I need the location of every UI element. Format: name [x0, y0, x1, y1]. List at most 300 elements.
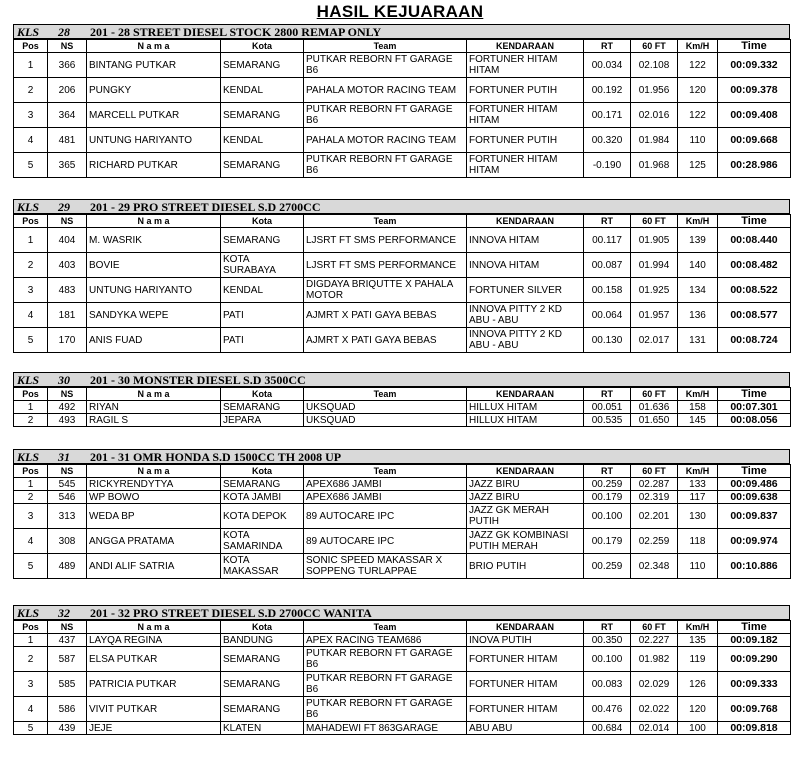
- time-cell: 00:09.333: [718, 672, 791, 697]
- name-cell: ANGGA PRATAMA: [87, 529, 221, 554]
- header-pos: Pos: [14, 621, 48, 634]
- kmh-cell: 122: [678, 103, 718, 128]
- table-row: [14, 672, 791, 697]
- city-cell: SEMARANG: [221, 647, 304, 672]
- team-cell: APEX686 JAMBI: [304, 478, 467, 491]
- header-kota: Kota: [221, 40, 304, 53]
- team-cell: AJMRT X PATI GAYA BEBAS: [304, 328, 467, 353]
- name-cell: UNTUNG HARIYANTO: [87, 128, 221, 153]
- rt-cell: 00.083: [584, 672, 631, 697]
- results-table: [13, 464, 791, 579]
- vehicle-cell: FORTUNER PUTIH: [467, 78, 584, 103]
- vehicle-cell: INNOVA HITAM: [467, 253, 584, 278]
- rt-cell: 00.476: [584, 697, 631, 722]
- header-60ft: 60 FT: [631, 388, 678, 401]
- header-ns: NS: [48, 40, 87, 53]
- ft60-cell: 01.905: [631, 228, 678, 253]
- table-row: [14, 414, 791, 427]
- city-cell: SEMARANG: [221, 697, 304, 722]
- kmh-cell: 139: [678, 228, 718, 253]
- rt-cell: 00.171: [584, 103, 631, 128]
- ns-cell: 585: [48, 672, 87, 697]
- header-kota: Kota: [221, 215, 304, 228]
- header-kendaraan: KENDARAAN: [467, 215, 584, 228]
- table-row: [14, 401, 791, 414]
- ns-cell: 439: [48, 722, 87, 735]
- ft60-cell: 01.957: [631, 303, 678, 328]
- page-title: HASIL KEJUARAAN: [316, 2, 484, 21]
- table-row: [14, 103, 791, 128]
- header-kendaraan: KENDARAAN: [467, 40, 584, 53]
- ns-cell: 483: [48, 278, 87, 303]
- class-title: 201 - 29 PRO STREET DIESEL S.D 2700CC: [90, 200, 321, 214]
- rt-cell: 00.179: [584, 529, 631, 554]
- table-header: [14, 215, 791, 228]
- vehicle-cell: FORTUNER PUTIH: [467, 128, 584, 153]
- pos-cell: 3: [14, 504, 48, 529]
- vehicle-cell: FORTUNER HITAM HITAM: [467, 53, 584, 78]
- ft60-cell: 02.014: [631, 722, 678, 735]
- table-row: [14, 278, 791, 303]
- kmh-cell: 117: [678, 491, 718, 504]
- ft60-cell: 02.201: [631, 504, 678, 529]
- header-team: Team: [304, 621, 467, 634]
- ft60-cell: 02.017: [631, 328, 678, 353]
- kmh-cell: 126: [678, 672, 718, 697]
- table-row: [14, 504, 791, 529]
- rt-cell: 00.158: [584, 278, 631, 303]
- vehicle-cell: FORTUNER HITAM: [467, 672, 584, 697]
- ns-cell: 206: [48, 78, 87, 103]
- name-cell: VIVIT PUTKAR: [87, 697, 221, 722]
- kmh-cell: 130: [678, 504, 718, 529]
- city-cell: KLATEN: [221, 722, 304, 735]
- header-team: Team: [304, 40, 467, 53]
- results-table: [13, 387, 791, 427]
- pos-cell: 4: [14, 529, 48, 554]
- city-cell: KOTA DEPOK: [221, 504, 304, 529]
- class-number: 32: [58, 606, 70, 620]
- header-rt: RT: [584, 388, 631, 401]
- table-body: [14, 478, 791, 579]
- time-cell: 00:28.986: [718, 153, 791, 178]
- kmh-cell: 133: [678, 478, 718, 491]
- kmh-cell: 119: [678, 647, 718, 672]
- header-kendaraan: KENDARAAN: [467, 621, 584, 634]
- table-row: [14, 647, 791, 672]
- name-cell: RICKYRENDYTYA: [87, 478, 221, 491]
- table-body: [14, 401, 791, 427]
- header-nama: N a m a: [87, 215, 221, 228]
- header-60ft: 60 FT: [631, 465, 678, 478]
- ns-cell: 313: [48, 504, 87, 529]
- class-block-32: [13, 605, 790, 735]
- team-cell: AJMRT X PATI GAYA BEBAS: [304, 303, 467, 328]
- header-kota: Kota: [221, 388, 304, 401]
- pos-cell: 5: [14, 554, 48, 579]
- city-cell: KENDAL: [221, 278, 304, 303]
- header-ns: NS: [48, 215, 87, 228]
- kmh-cell: 122: [678, 53, 718, 78]
- rt-cell: -0.190: [584, 153, 631, 178]
- name-cell: M. WASRIK: [87, 228, 221, 253]
- name-cell: ELSA PUTKAR: [87, 647, 221, 672]
- table-row: [14, 478, 791, 491]
- pos-cell: 4: [14, 128, 48, 153]
- table-body: [14, 53, 791, 178]
- header-pos: Pos: [14, 215, 48, 228]
- ns-cell: 546: [48, 491, 87, 504]
- rt-cell: 00.535: [584, 414, 631, 427]
- table-row: [14, 634, 791, 647]
- ft60-cell: 01.994: [631, 253, 678, 278]
- city-cell: KOTA MAKASSAR: [221, 554, 304, 579]
- header-pos: Pos: [14, 388, 48, 401]
- rt-cell: 00.192: [584, 78, 631, 103]
- class-header: [13, 199, 790, 214]
- table-body: [14, 634, 791, 735]
- kmh-cell: 110: [678, 554, 718, 579]
- header-kendaraan: KENDARAAN: [467, 388, 584, 401]
- ft60-cell: 02.348: [631, 554, 678, 579]
- pos-cell: 3: [14, 672, 48, 697]
- ft60-cell: 01.968: [631, 153, 678, 178]
- class-title: 201 - 28 STREET DIESEL STOCK 2800 REMAP ONLY: [90, 25, 382, 39]
- kmh-cell: 145: [678, 414, 718, 427]
- city-cell: KOTA SURABAYA: [221, 253, 304, 278]
- table-body: [14, 228, 791, 353]
- header-nama: N a m a: [87, 621, 221, 634]
- ft60-cell: 01.650: [631, 414, 678, 427]
- pos-cell: 2: [14, 647, 48, 672]
- time-cell: 00:07.301: [718, 401, 791, 414]
- class-number: 30: [58, 373, 70, 387]
- vehicle-cell: HILLUX HITAM: [467, 401, 584, 414]
- kmh-cell: 100: [678, 722, 718, 735]
- class-header: [13, 24, 790, 39]
- time-cell: 00:09.768: [718, 697, 791, 722]
- team-cell: PAHALA MOTOR RACING TEAM: [304, 128, 467, 153]
- ns-cell: 493: [48, 414, 87, 427]
- kmh-cell: 110: [678, 128, 718, 153]
- kls-label: KLS: [17, 200, 40, 214]
- time-cell: 00:10.886: [718, 554, 791, 579]
- vehicle-cell: INOVA PUTIH: [467, 634, 584, 647]
- time-cell: 00:09.408: [718, 103, 791, 128]
- pos-cell: 1: [14, 634, 48, 647]
- team-cell: UKSQUAD: [304, 414, 467, 427]
- time-cell: 00:09.290: [718, 647, 791, 672]
- ft60-cell: 02.029: [631, 672, 678, 697]
- vehicle-cell: FORTUNER HITAM: [467, 647, 584, 672]
- class-header: [13, 372, 790, 387]
- ft60-cell: 02.287: [631, 478, 678, 491]
- table-row: [14, 228, 791, 253]
- name-cell: ANIS FUAD: [87, 328, 221, 353]
- table-row: [14, 253, 791, 278]
- city-cell: KENDAL: [221, 128, 304, 153]
- header-kendaraan: KENDARAAN: [467, 465, 584, 478]
- time-cell: 00:09.332: [718, 53, 791, 78]
- header-team: Team: [304, 465, 467, 478]
- header-rt: RT: [584, 40, 631, 53]
- team-cell: 89 AUTOCARE IPC: [304, 529, 467, 554]
- name-cell: ANDI ALIF SATRIA: [87, 554, 221, 579]
- header-rt: RT: [584, 465, 631, 478]
- team-cell: PUTKAR REBORN FT GARAGE B6: [304, 53, 467, 78]
- city-cell: SEMARANG: [221, 672, 304, 697]
- header-kmh: Km/H: [678, 40, 718, 53]
- name-cell: PATRICIA PUTKAR: [87, 672, 221, 697]
- header-kmh: Km/H: [678, 215, 718, 228]
- header-time: Time: [718, 40, 791, 53]
- results-table: [13, 214, 791, 353]
- city-cell: PATI: [221, 303, 304, 328]
- table-row: [14, 491, 791, 504]
- header-ns: NS: [48, 465, 87, 478]
- team-cell: DIGDAYA BRIQUTTE X PAHALA MOTOR: [304, 278, 467, 303]
- table-row: [14, 53, 791, 78]
- rt-cell: 00.087: [584, 253, 631, 278]
- vehicle-cell: BRIO PUTIH: [467, 554, 584, 579]
- team-cell: SONIC SPEED MAKASSAR X SOPPENG TURLAPPAE: [304, 554, 467, 579]
- pos-cell: 1: [14, 401, 48, 414]
- city-cell: KOTA SAMARINDA: [221, 529, 304, 554]
- time-cell: 00:08.577: [718, 303, 791, 328]
- class-block-28: [13, 24, 790, 178]
- city-cell: BANDUNG: [221, 634, 304, 647]
- vehicle-cell: ABU ABU: [467, 722, 584, 735]
- name-cell: RICHARD PUTKAR: [87, 153, 221, 178]
- rt-cell: 00.259: [584, 478, 631, 491]
- vehicle-cell: FORTUNER HITAM HITAM: [467, 103, 584, 128]
- header-60ft: 60 FT: [631, 621, 678, 634]
- ft60-cell: 01.984: [631, 128, 678, 153]
- ns-cell: 308: [48, 529, 87, 554]
- table-header: [14, 388, 791, 401]
- table-row: [14, 554, 791, 579]
- pos-cell: 2: [14, 414, 48, 427]
- vehicle-cell: JAZZ BIRU: [467, 478, 584, 491]
- team-cell: PUTKAR REBORN FT GARAGE B6: [304, 103, 467, 128]
- ns-cell: 365: [48, 153, 87, 178]
- pos-cell: 2: [14, 78, 48, 103]
- time-cell: 00:09.837: [718, 504, 791, 529]
- city-cell: KENDAL: [221, 78, 304, 103]
- results-table: [13, 620, 791, 735]
- header-team: Team: [304, 215, 467, 228]
- kls-label: KLS: [17, 450, 40, 464]
- vehicle-cell: JAZZ BIRU: [467, 491, 584, 504]
- ns-cell: 586: [48, 697, 87, 722]
- pos-cell: 3: [14, 103, 48, 128]
- header-kota: Kota: [221, 621, 304, 634]
- time-cell: 00:08.482: [718, 253, 791, 278]
- team-cell: PUTKAR REBORN FT GARAGE B6: [304, 672, 467, 697]
- city-cell: SEMARANG: [221, 53, 304, 78]
- header-nama: N a m a: [87, 465, 221, 478]
- city-cell: SEMARANG: [221, 478, 304, 491]
- kmh-cell: 118: [678, 529, 718, 554]
- header-time: Time: [718, 621, 791, 634]
- team-cell: PUTKAR REBORN FT GARAGE B6: [304, 153, 467, 178]
- city-cell: PATI: [221, 328, 304, 353]
- class-header: [13, 605, 790, 620]
- table-row: [14, 722, 791, 735]
- city-cell: SEMARANG: [221, 228, 304, 253]
- kls-label: KLS: [17, 25, 40, 39]
- name-cell: SANDYKA WEPE: [87, 303, 221, 328]
- team-cell: PAHALA MOTOR RACING TEAM: [304, 78, 467, 103]
- ns-cell: 587: [48, 647, 87, 672]
- name-cell: RAGIL S: [87, 414, 221, 427]
- pos-cell: 3: [14, 278, 48, 303]
- ns-cell: 492: [48, 401, 87, 414]
- ns-cell: 403: [48, 253, 87, 278]
- team-cell: APEX686 JAMBI: [304, 491, 467, 504]
- time-cell: 00:09.486: [718, 478, 791, 491]
- header-team: Team: [304, 388, 467, 401]
- class-number: 31: [58, 450, 70, 464]
- name-cell: BOVIE: [87, 253, 221, 278]
- ft60-cell: 01.636: [631, 401, 678, 414]
- team-cell: APEX RACING TEAM686: [304, 634, 467, 647]
- name-cell: UNTUNG HARIYANTO: [87, 278, 221, 303]
- name-cell: JEJE: [87, 722, 221, 735]
- ns-cell: 181: [48, 303, 87, 328]
- vehicle-cell: HILLUX HITAM: [467, 414, 584, 427]
- team-cell: PUTKAR REBORN FT GARAGE B6: [304, 647, 467, 672]
- kmh-cell: 120: [678, 697, 718, 722]
- kmh-cell: 158: [678, 401, 718, 414]
- name-cell: RIYAN: [87, 401, 221, 414]
- ns-cell: 366: [48, 53, 87, 78]
- table-row: [14, 128, 791, 153]
- ns-cell: 170: [48, 328, 87, 353]
- table-header: [14, 40, 791, 53]
- kls-label: KLS: [17, 373, 40, 387]
- header-60ft: 60 FT: [631, 40, 678, 53]
- pos-cell: 5: [14, 328, 48, 353]
- pos-cell: 5: [14, 153, 48, 178]
- rt-cell: 00.034: [584, 53, 631, 78]
- rt-cell: 00.100: [584, 647, 631, 672]
- ft60-cell: 01.982: [631, 647, 678, 672]
- table-row: [14, 303, 791, 328]
- vehicle-cell: FORTUNER HITAM HITAM: [467, 153, 584, 178]
- header-kmh: Km/H: [678, 621, 718, 634]
- vehicle-cell: FORTUNER HITAM: [467, 697, 584, 722]
- time-cell: 00:08.056: [718, 414, 791, 427]
- ns-cell: 437: [48, 634, 87, 647]
- pos-cell: 4: [14, 697, 48, 722]
- ns-cell: 489: [48, 554, 87, 579]
- vehicle-cell: INNOVA PITTY 2 KD ABU - ABU: [467, 303, 584, 328]
- name-cell: BINTANG PUTKAR: [87, 53, 221, 78]
- time-cell: 00:09.378: [718, 78, 791, 103]
- rt-cell: 00.130: [584, 328, 631, 353]
- ft60-cell: 02.319: [631, 491, 678, 504]
- vehicle-cell: JAZZ GK KOMBINASI PUTIH MERAH: [467, 529, 584, 554]
- vehicle-cell: JAZZ GK MERAH PUTIH: [467, 504, 584, 529]
- table-row: [14, 153, 791, 178]
- header-nama: N a m a: [87, 388, 221, 401]
- pos-cell: 4: [14, 303, 48, 328]
- class-number: 28: [58, 25, 70, 39]
- rt-cell: 00.684: [584, 722, 631, 735]
- city-cell: SEMARANG: [221, 103, 304, 128]
- results-table: [13, 39, 791, 178]
- kls-label: KLS: [17, 606, 40, 620]
- class-block-30: [13, 372, 790, 427]
- header-time: Time: [718, 465, 791, 478]
- kmh-cell: 140: [678, 253, 718, 278]
- kmh-cell: 131: [678, 328, 718, 353]
- team-cell: LJSRT FT SMS PERFORMANCE: [304, 228, 467, 253]
- class-number: 29: [58, 200, 70, 214]
- header-kmh: Km/H: [678, 388, 718, 401]
- time-cell: 00:09.818: [718, 722, 791, 735]
- vehicle-cell: INNOVA PITTY 2 KD ABU - ABU: [467, 328, 584, 353]
- rt-cell: 00.350: [584, 634, 631, 647]
- header-ns: NS: [48, 621, 87, 634]
- name-cell: PUNGKY: [87, 78, 221, 103]
- header-pos: Pos: [14, 465, 48, 478]
- time-cell: 00:09.974: [718, 529, 791, 554]
- class-title: 201 - 30 MONSTER DIESEL S.D 3500CC: [90, 373, 306, 387]
- ft60-cell: 02.227: [631, 634, 678, 647]
- team-cell: PUTKAR REBORN FT GARAGE B6: [304, 697, 467, 722]
- kmh-cell: 136: [678, 303, 718, 328]
- team-cell: 89 AUTOCARE IPC: [304, 504, 467, 529]
- time-cell: 00:09.638: [718, 491, 791, 504]
- table-row: [14, 78, 791, 103]
- rt-cell: 00.259: [584, 554, 631, 579]
- table-row: [14, 529, 791, 554]
- time-cell: 00:09.668: [718, 128, 791, 153]
- ns-cell: 404: [48, 228, 87, 253]
- table-row: [14, 697, 791, 722]
- header-kota: Kota: [221, 465, 304, 478]
- header-nama: N a m a: [87, 40, 221, 53]
- rt-cell: 00.320: [584, 128, 631, 153]
- pos-cell: 2: [14, 253, 48, 278]
- vehicle-cell: FORTUNER SILVER: [467, 278, 584, 303]
- class-title: 201 - 31 OMR HONDA S.D 1500CC TH 2008 UP: [90, 450, 342, 464]
- table-row: [14, 328, 791, 353]
- city-cell: KOTA JAMBI: [221, 491, 304, 504]
- kmh-cell: 134: [678, 278, 718, 303]
- time-cell: 00:09.182: [718, 634, 791, 647]
- vehicle-cell: INNOVA HITAM: [467, 228, 584, 253]
- kmh-cell: 120: [678, 78, 718, 103]
- name-cell: WEDA BP: [87, 504, 221, 529]
- class-block-31: [13, 449, 790, 579]
- pos-cell: 1: [14, 228, 48, 253]
- class-header: [13, 449, 790, 464]
- pos-cell: 5: [14, 722, 48, 735]
- class-block-29: [13, 199, 790, 353]
- team-cell: LJSRT FT SMS PERFORMANCE: [304, 253, 467, 278]
- rt-cell: 00.064: [584, 303, 631, 328]
- ft60-cell: 02.108: [631, 53, 678, 78]
- header-kmh: Km/H: [678, 465, 718, 478]
- header-time: Time: [718, 215, 791, 228]
- ns-cell: 545: [48, 478, 87, 491]
- time-cell: 00:08.522: [718, 278, 791, 303]
- header-time: Time: [718, 388, 791, 401]
- rt-cell: 00.179: [584, 491, 631, 504]
